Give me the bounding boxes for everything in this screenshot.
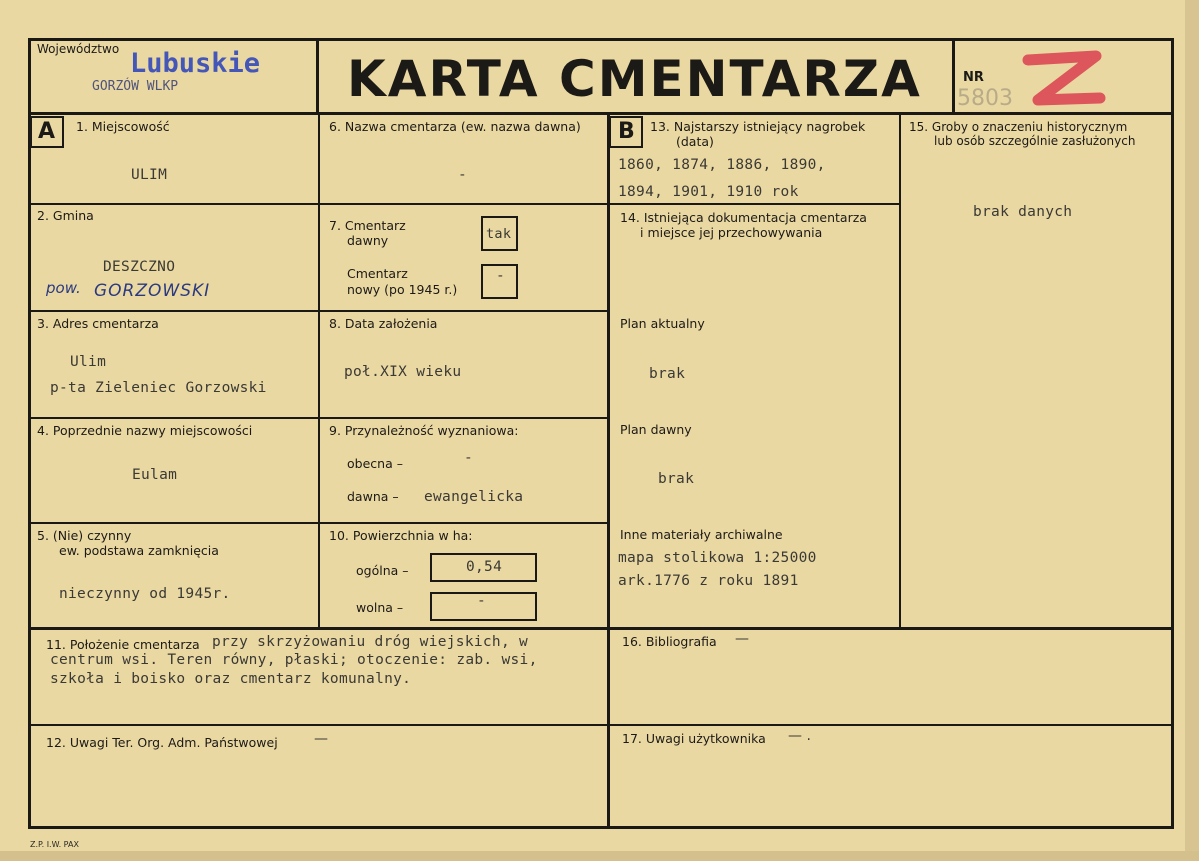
- field-2-pow-value: GORZOWSKI: [94, 281, 211, 301]
- field-2-label: 2. Gmina: [37, 208, 94, 223]
- field-9-former-value: ewangelicka: [424, 489, 524, 505]
- voivodeship-stamp: Lubuskie: [130, 48, 261, 79]
- field-16-value: —: [735, 631, 749, 647]
- field-2-pow-prefix: pow.: [46, 279, 81, 297]
- field-14-label-2: i miejsce jej przechowywania: [640, 225, 823, 240]
- field-5-label-1: 5. (Nie) czynny: [37, 528, 132, 543]
- field-15-label-2: lub osób szczególnie zasłużonych: [934, 134, 1136, 148]
- field-7-old-value: tak: [486, 226, 512, 242]
- page-title: KARTA CMENTARZA: [347, 50, 922, 108]
- section-b-box: [609, 116, 643, 148]
- field-10-total-value: 0,54: [466, 559, 503, 575]
- field-3-line2: p-ta Zieleniec Gorzowski: [50, 380, 267, 396]
- other-materials-line1: mapa stolikowa 1:25000: [618, 550, 817, 566]
- field-13-label-1: 13. Najstarszy istniejący nagrobek: [650, 119, 866, 134]
- field-13-line2: 1894, 1901, 1910 rok: [618, 184, 799, 200]
- field-10-label: 10. Powierzchnia w ha:: [329, 528, 473, 543]
- field-7-new-checkbox: [481, 264, 518, 299]
- field-10-free-label: wolna –: [356, 600, 404, 615]
- field-5-value: nieczynny od 1945r.: [59, 586, 231, 602]
- field-14-label-1: 14. Istniejąca dokumentacja cmentarza: [620, 210, 867, 225]
- field-7-old-label-1: 7. Cmentarz: [329, 218, 406, 233]
- voivodeship-sub-stamp: GORZÓW WLKP: [92, 79, 179, 94]
- field-7-old-label-2: dawny: [347, 233, 389, 248]
- section-a-box: [30, 116, 64, 148]
- field-10-total-box: [430, 553, 537, 582]
- card-edge-right: [1185, 0, 1199, 861]
- field-9-current-value: -: [464, 450, 474, 466]
- plan-old-value: brak: [658, 471, 695, 487]
- voivodeship-label: Województwo: [37, 42, 120, 56]
- red-z-mark-icon: [1022, 50, 1106, 112]
- field-10-free-value: -: [477, 593, 487, 609]
- field-2-value: DESZCZNO: [103, 259, 176, 275]
- field-8-value: poł.XIX wieku: [344, 364, 462, 380]
- field-8-label: 8. Data założenia: [329, 316, 438, 331]
- other-materials-label: Inne materiały archiwalne: [620, 527, 783, 542]
- nr-pencil-number: 5803: [957, 86, 1013, 111]
- other-materials-line2: ark.1776 z roku 1891: [618, 573, 799, 589]
- field-17-label: 17. Uwagi użytkownika: [622, 731, 766, 746]
- field-7-new-label-2: nowy (po 1945 r.): [347, 282, 458, 297]
- field-1-value: ULIM: [131, 167, 168, 183]
- field-12-label: 12. Uwagi Ter. Org. Adm. Państwowej: [46, 735, 278, 750]
- plan-old-label: Plan dawny: [620, 422, 692, 437]
- printer-imprint: Z.P. I.W. PAX: [30, 840, 79, 849]
- section-a-letter: A: [38, 119, 56, 144]
- field-11-line1: przy skrzyżowaniu dróg wiejskich, w: [212, 634, 529, 650]
- field-10-total-label: ogólna –: [356, 563, 409, 578]
- field-9-current-label: obecna –: [347, 456, 403, 471]
- field-15-label-1: 15. Groby o znaczeniu historycznym: [909, 120, 1128, 134]
- field-4-value: Eulam: [132, 467, 178, 483]
- section-b-letter: B: [618, 119, 635, 144]
- field-11-label: 11. Położenie cmentarza: [46, 637, 200, 652]
- field-9-label: 9. Przynależność wyznaniowa:: [329, 423, 519, 438]
- field-7-new-value: -: [496, 268, 506, 284]
- plan-current-value: brak: [649, 366, 686, 382]
- field-3-line1: Ulim: [70, 354, 107, 370]
- field-11-line2: centrum wsi. Teren równy, płaski; otoczenie: zab. wsi,: [50, 652, 538, 668]
- field-12-value: —: [314, 731, 328, 747]
- field-6-value: -: [458, 167, 468, 183]
- nr-red-mark: [1022, 50, 1106, 112]
- field-3-label: 3. Adres cmentarza: [37, 316, 159, 331]
- field-1-label: 1. Miejscowość: [76, 119, 170, 134]
- field-13-label-2: (data): [676, 134, 714, 149]
- field-9-former-label: dawna –: [347, 489, 399, 504]
- field-10-free-box: [430, 592, 537, 621]
- field-7-new-label-1: Cmentarz: [347, 266, 408, 281]
- field-17-value: — .: [788, 728, 811, 744]
- plan-current-label: Plan aktualny: [620, 316, 705, 331]
- field-7-old-checkbox: [481, 216, 518, 251]
- field-4-label: 4. Poprzednie nazwy miejscowości: [37, 423, 253, 438]
- field-16-label: 16. Bibliografia: [622, 634, 717, 649]
- field-11-line3: szkoła i boisko oraz cmentarz komunalny.: [50, 671, 412, 687]
- field-6-label: 6. Nazwa cmentarza (ew. nazwa dawna): [329, 119, 581, 134]
- field-15-value: brak danych: [973, 204, 1073, 220]
- field-5-label-2: ew. podstawa zamknięcia: [59, 543, 219, 558]
- card-edge-bottom: [0, 851, 1199, 861]
- field-13-line1: 1860, 1874, 1886, 1890,: [618, 157, 826, 173]
- nr-label: NR: [963, 70, 984, 85]
